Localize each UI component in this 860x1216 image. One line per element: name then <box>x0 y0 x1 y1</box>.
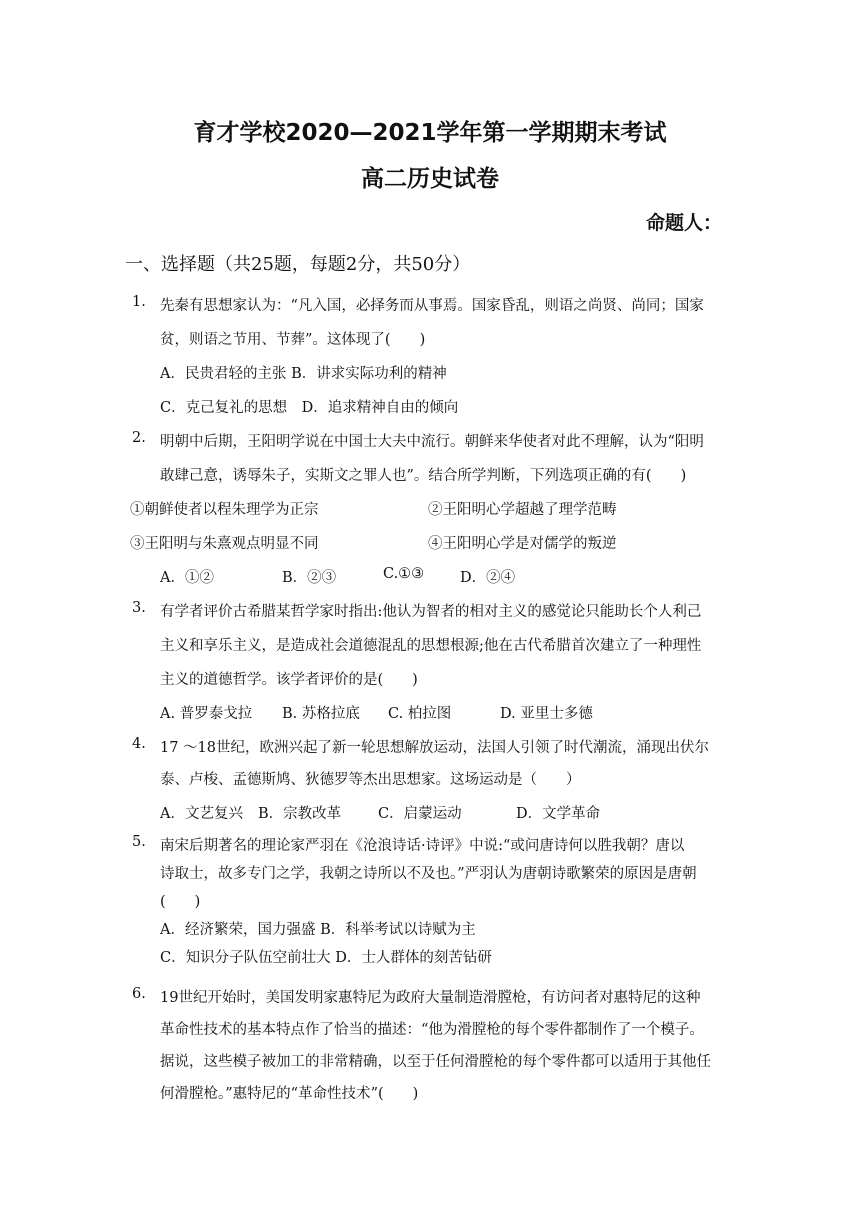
question-text-line: 19世纪开始时，美国发明家惠特尼为政府大量制造滑膛枪，有访问者对惠特尼的这种 <box>160 990 701 1006</box>
option-row: A．民贵君轻的主张 B．讲求实际功利的精神 <box>160 366 447 382</box>
question-text-line: 何滑膛枪。”惠特尼的“革命性技术”( ) <box>160 1086 419 1102</box>
question-number: 3. <box>132 600 146 616</box>
option-row: C．克己复礼的思想 D．追求精神自由的倾向 <box>160 400 459 416</box>
option-row: C．知识分子队伍空前壮大 D．士人群体的刻苦钻研 <box>160 950 492 966</box>
question-text-line: 明朝中后期，王阳明学说在中国士大夫中流行。朝鲜来华使者对此不理解，认为“阳明 <box>160 434 704 450</box>
question-text-line: 泰、卢梭、孟德斯鸠、狄德罗等杰出思想家。这场运动是（ ） <box>160 772 581 788</box>
option-row: A．经济繁荣，国力强盛 B．科举考试以诗赋为主 <box>160 922 476 938</box>
exam-title: 育才学校2020—2021学年第一学期期末考试 <box>193 120 667 146</box>
option-d: D. 亚里士多德 <box>500 706 593 722</box>
question-number: 6. <box>132 986 146 1002</box>
option-d: D．②④ <box>460 570 516 586</box>
option-c: C.①③ <box>383 566 425 582</box>
statement: ②王阳明心学超越了理学范畴 <box>428 502 617 518</box>
option-b: B. 苏格拉底 <box>282 706 360 722</box>
question-text-line: 主义和享乐主义，是造成社会道德混乱的思想根源;他在古代希腊首次建立了一种理性 <box>160 638 702 654</box>
option-d: D．文学革命 <box>516 806 601 822</box>
option-c: C．启蒙运动 <box>378 806 462 822</box>
question-text-line: 主义的道德哲学。该学者评价的是( ) <box>160 672 418 688</box>
question-text-line: 贫，则语之节用、节葬”。这体现了( ) <box>160 332 426 348</box>
question-text-line: 敢肆己意，诱辱朱子，实斯文之罪人也”。结合所学判断，下列选项正确的有( ) <box>160 468 687 484</box>
statement: ④王阳明心学是对儒学的叛逆 <box>428 536 617 552</box>
question-number: 2. <box>132 430 146 446</box>
statement: ①朝鲜使者以程朱理学为正宗 <box>130 502 319 518</box>
question-text-line: 南宋后期著名的理论家严羽在《沧浪诗话·诗评》中说:“或问唐诗何以胜我朝？唐以 <box>160 838 685 854</box>
option-a: A．①② <box>160 570 214 586</box>
question-number: 5. <box>132 834 146 850</box>
option-a: A. 普罗泰戈拉 <box>160 706 253 722</box>
question-text-line: ( ) <box>160 894 201 910</box>
author-label: 命题人： <box>646 212 723 234</box>
option-b: B．宗教改革 <box>258 806 342 822</box>
question-number: 4. <box>132 736 146 752</box>
question-text-line: 据说，这些模子被加工的非常精确，以至于任何滑膛枪的每个零件都可以适用于其他任 <box>160 1054 711 1070</box>
option-c: C. 柏拉图 <box>388 706 452 722</box>
question-text-line: 诗取士，故多专门之学，我朝之诗所以不及也。”严羽认为唐朝诗歌繁荣的原因是唐朝 <box>160 866 697 882</box>
question-text-line: 有学者评价古希腊某哲学家时指出:他认为智者的相对主义的感觉论只能助长个人利己 <box>160 604 702 620</box>
statement: ③王阳明与朱熹观点明显不同 <box>130 536 319 552</box>
question-text-line: 17 ～18世纪，欧洲兴起了新一轮思想解放运动，法国人引领了时代潮流，涌现出伏尔 <box>160 740 710 756</box>
section-heading: 一、选择题（共25题，每题2分，共50分） <box>125 254 471 275</box>
question-number: 1. <box>132 294 146 310</box>
paper-subtitle: 高二历史试卷 <box>361 166 499 192</box>
question-text-line: 先秦有思想家认为：“凡入国，必择务而从事焉。国家昏乱，则语之尚贤、尚同；国家 <box>160 298 704 314</box>
option-b: B．②③ <box>282 570 337 586</box>
question-text-line: 革命性技术的基本特点作了恰当的描述：“他为滑膛枪的每个零件都制作了一个模子。 <box>160 1022 704 1038</box>
option-a: A．文艺复兴 <box>160 806 243 822</box>
